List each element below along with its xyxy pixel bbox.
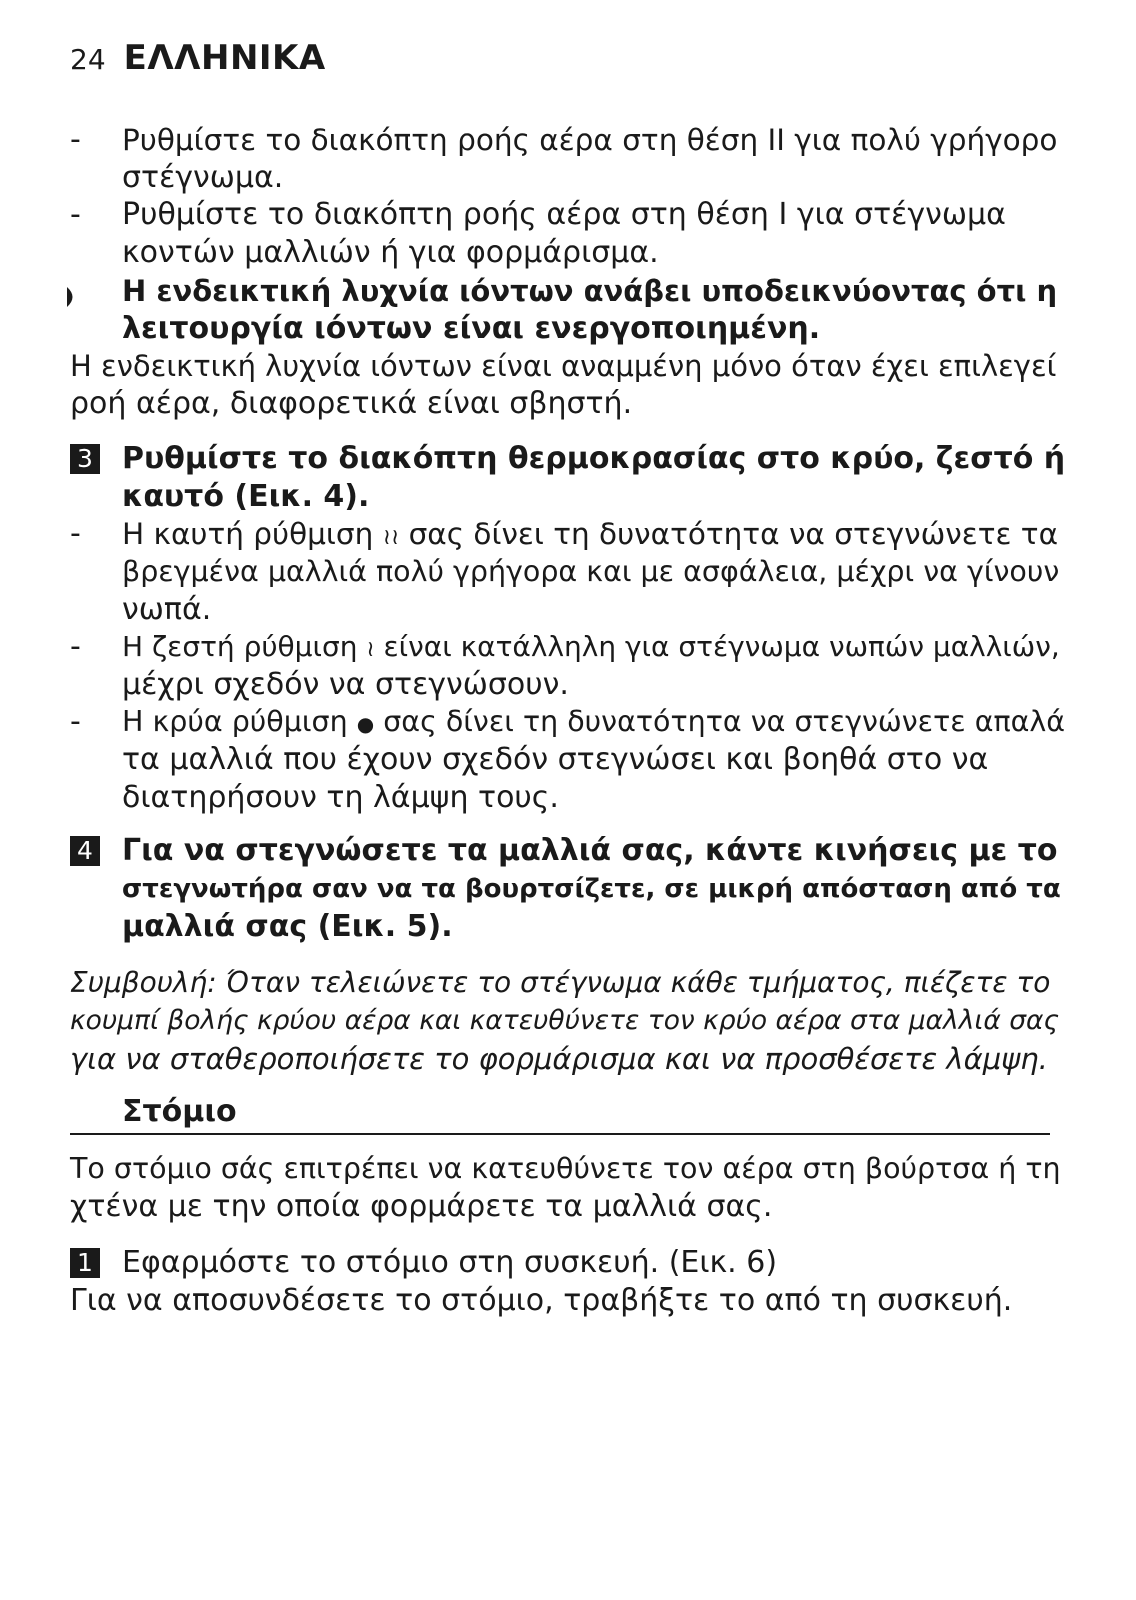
- result-line1: Η ενδεικτική λυχνία ιόντων ανάβει υποδεικνύοντας ότι η: [122, 274, 1058, 308]
- cold-setting-line3: διατηρήσουν τη λάμψη τους.: [122, 780, 559, 815]
- nozzle-step-number: 1: [70, 1248, 100, 1278]
- step4-line3: μαλλιά σας (Εικ. 5).: [122, 909, 453, 944]
- warm-setting-text-b: είναι κατάλληλη για στέγνωμα νωπών μαλλιών,: [383, 630, 1060, 663]
- language-title: ΕΛΛΗΝΙΚΑ: [123, 38, 326, 78]
- page-number: 24: [70, 43, 106, 76]
- airflow-item2-line2: κοντών μαλλιών ή για φορμάρισμα.: [122, 235, 659, 270]
- tip-line2: κουμπί βολής κρύου αέρα και κατευθύνετε τον κρύο αέρα στα μαλλιά σας: [70, 1005, 1060, 1036]
- dash-marker: -: [70, 197, 81, 232]
- dash-marker: -: [70, 629, 81, 664]
- hot-setting-line1: [122, 515, 1058, 557]
- hot-setting-text-a: Η καυτή ρύθμιση: [122, 517, 374, 551]
- step3-number: 3: [70, 444, 100, 474]
- tip-line3: για να σταθεροποιήσετε το φορμάρισμα και να προσθέσετε λάμψη.: [70, 1042, 1048, 1076]
- dash-marker: -: [70, 704, 81, 739]
- dash-marker: -: [70, 516, 81, 551]
- step4-line2: στεγνωτήρα σαν να τα βουρτσίζετε, σε μικρή απόσταση από τα: [122, 874, 1061, 904]
- step3-line1: Ρυθμίστε το διακόπτη θερμοκρασίας στο κρύο, ζεστό ή: [122, 441, 1066, 476]
- warm-setting-line2: μέχρι σχεδόν να στεγνώσουν.: [122, 667, 569, 702]
- nozzle-detach-text: Για να αποσυνδέσετε το στόμιο, τραβήξτε το από τη συσκευή.: [70, 1283, 1013, 1318]
- warm-setting-icon: ≀: [366, 637, 375, 662]
- step3-line2: καυτό (Εικ. 4).: [122, 479, 370, 514]
- hot-setting-text-b: σας δίνει τη δυνατότητα να στεγνώνετε τα: [408, 517, 1059, 551]
- section-heading-nozzle: Στόμιο: [122, 1094, 237, 1129]
- airflow-item1-line1: Ρυθμίστε το διακόπτη ροής αέρα στη θέση ΙΙ για πολύ γρήγορο: [122, 123, 1058, 157]
- section-divider: [70, 1133, 1050, 1135]
- nozzle-intro-line2: χτένα με την οποία φορμάρετε τα μαλλιά σας.: [70, 1189, 773, 1224]
- hot-setting-line2: βρεγμένα μαλλιά πολύ γρήγορα και με ασφάλεια, μέχρι να γίνουν: [122, 555, 1060, 588]
- step4-number: 4: [70, 836, 100, 866]
- result-line2: λειτουργία ιόντων είναι ενεργοποιημένη.: [122, 311, 821, 346]
- nozzle-intro-line1: Το στόμιο σάς επιτρέπει να κατευθύνετε τον αέρα στη βούρτσα ή τη: [70, 1152, 1061, 1185]
- hot-setting-icon: ≀≀: [382, 525, 400, 550]
- warm-setting-line1: [122, 628, 1060, 669]
- airflow-item1-line2: στέγνωμα.: [122, 160, 284, 195]
- page-header: [70, 38, 326, 78]
- cold-setting-line2: τα μαλλιά που έχουν σχεδόν στεγνώσει και βοηθά στο να: [122, 742, 989, 777]
- step4-line1: Για να στεγνώσετε τα μαλλιά σας, κάντε κινήσεις με το: [122, 833, 1058, 868]
- cold-setting-text-a: Η κρύα ρύθμιση: [122, 705, 348, 738]
- cold-setting-icon: ●: [356, 712, 375, 736]
- note-line2: ροή αέρα, διαφορετικά είναι σβηστή.: [70, 386, 633, 421]
- cold-setting-text-b: σας δίνει τη δυνατότητα να στεγνώνετε απαλά: [383, 705, 1066, 738]
- hot-setting-line3: νωπά.: [122, 592, 212, 627]
- cold-setting-line1: [122, 703, 1065, 743]
- warm-setting-text-a: Η ζεστή ρύθμιση: [122, 630, 358, 663]
- note-line1: Η ενδεικτική λυχνία ιόντων είναι αναμμένη μόνο όταν έχει επιλεγεί: [70, 349, 1057, 383]
- tip-line1: Συμβουλή: Όταν τελειώνετε το στέγνωμα κάθε τμήματος, πιέζετε το: [70, 966, 1051, 999]
- result-bullet-icon: [66, 286, 78, 308]
- airflow-item2-line1: Ρυθμίστε το διακόπτη ροής αέρα στη θέση Ι για στέγνωμα: [122, 197, 1006, 232]
- dash-marker: -: [70, 122, 81, 157]
- nozzle-step-text: Εφαρμόστε το στόμιο στη συσκευή. (Εικ. 6): [122, 1245, 778, 1280]
